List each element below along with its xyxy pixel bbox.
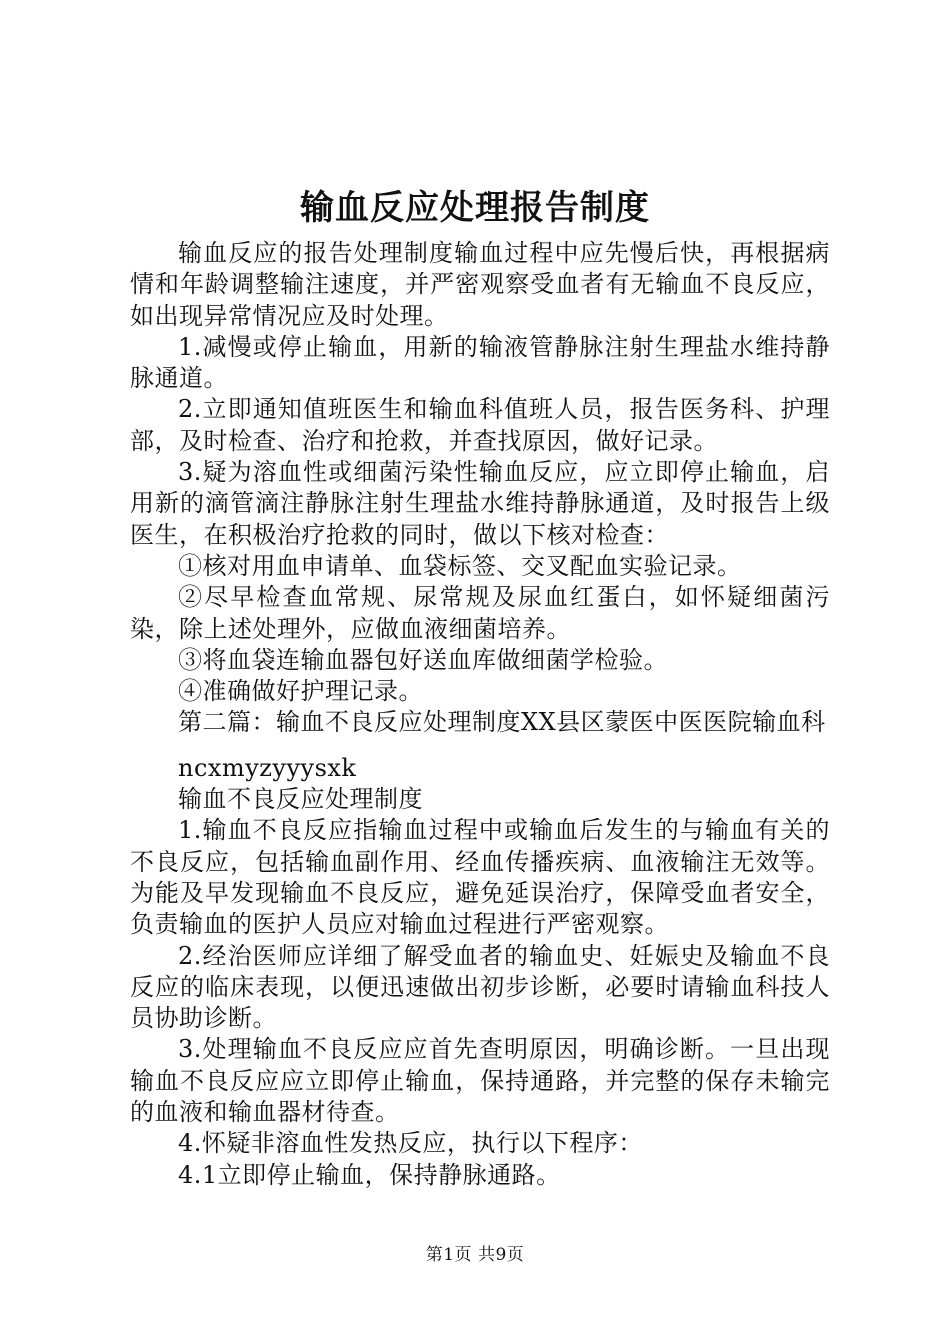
section-heading-part-two: 第二篇：输血不良反应处理制度XX县区蒙医中医医院输血科 [178, 708, 826, 737]
paragraph-check-4: ④准确做好护理记录。 [178, 677, 423, 706]
paragraph-item-2: 2.立即通知值班医生和输血科值班人员，报告医务科、护理部，及时检查、治疗和抢救，并查找原因，做好记录。 [130, 395, 830, 455]
paragraph-check-1: ①核对用血申请单、血袋标签、交叉配血实验记录。 [178, 551, 742, 580]
document-title: 输血反应处理报告制度 [300, 188, 650, 228]
paragraph-rule-4-1: 4.1立即停止输血，保持静脉通路。 [178, 1160, 561, 1189]
paragraph-code: ncxmyzyyysxk [178, 753, 357, 782]
paragraph-rule-2: 2.经治医师应详细了解受血者的输血史、妊娠史及输血不良反应的临床表现，以便迅速做出初步诊断，必要时请输血科技人员协助诊断。 [130, 941, 830, 1033]
paragraph-item-1: 1.减慢或停止输血，用新的输液管静脉注射生理盐水维持静脉通道。 [130, 332, 830, 393]
paragraph-check-3: ③将血袋连输血器包好送血库做细菌学检验。 [178, 645, 668, 674]
page-number: 第1页 共9页 [425, 1245, 525, 1265]
paragraph-check-2: ②尽早检查血常规、尿常规及尿血红蛋白，如怀疑细菌污染，除上述处理外，应做血液细菌培养。 [130, 583, 830, 643]
section-subtitle: 输血不良反应处理制度 [178, 785, 423, 814]
paragraph-rule-1: 1.输血不良反应指输血过程中或输血后发生的与输血有关的不良反应，包括输血副作用、经血传播疾病、血液输注无效等。为能及早发现输血不良反应，避免延误治疗，保障受血者安全，负责输血的医护人员应对输血过程进行严密观察。 [130, 816, 830, 939]
paragraph-item-3: 3.疑为溶血性或细菌污染性输血反应，应立即停止输血，启用新的滴管滴注静脉注射生理盐水维持静脉通道，及时报告上级医生，在积极治疗抢救的同时，做以下核对检查： [130, 458, 830, 549]
paragraph-intro: 输血反应的报告处理制度输血过程中应先慢后快，再根据病情和年龄调整输注速度，并严密观察受血者有无输血不良反应，如出现异常情况应及时处理。 [130, 239, 830, 330]
paragraph-rule-4: 4.怀疑非溶血性发热反应，执行以下程序： [178, 1129, 643, 1158]
paragraph-rule-3: 3.处理输血不良反应应首先查明原因，明确诊断。一旦出现输血不良反应应立即停止输血，保持通路，并完整的保存未输完的血液和输血器材待查。 [130, 1035, 830, 1127]
document-body [130, 238, 830, 1191]
